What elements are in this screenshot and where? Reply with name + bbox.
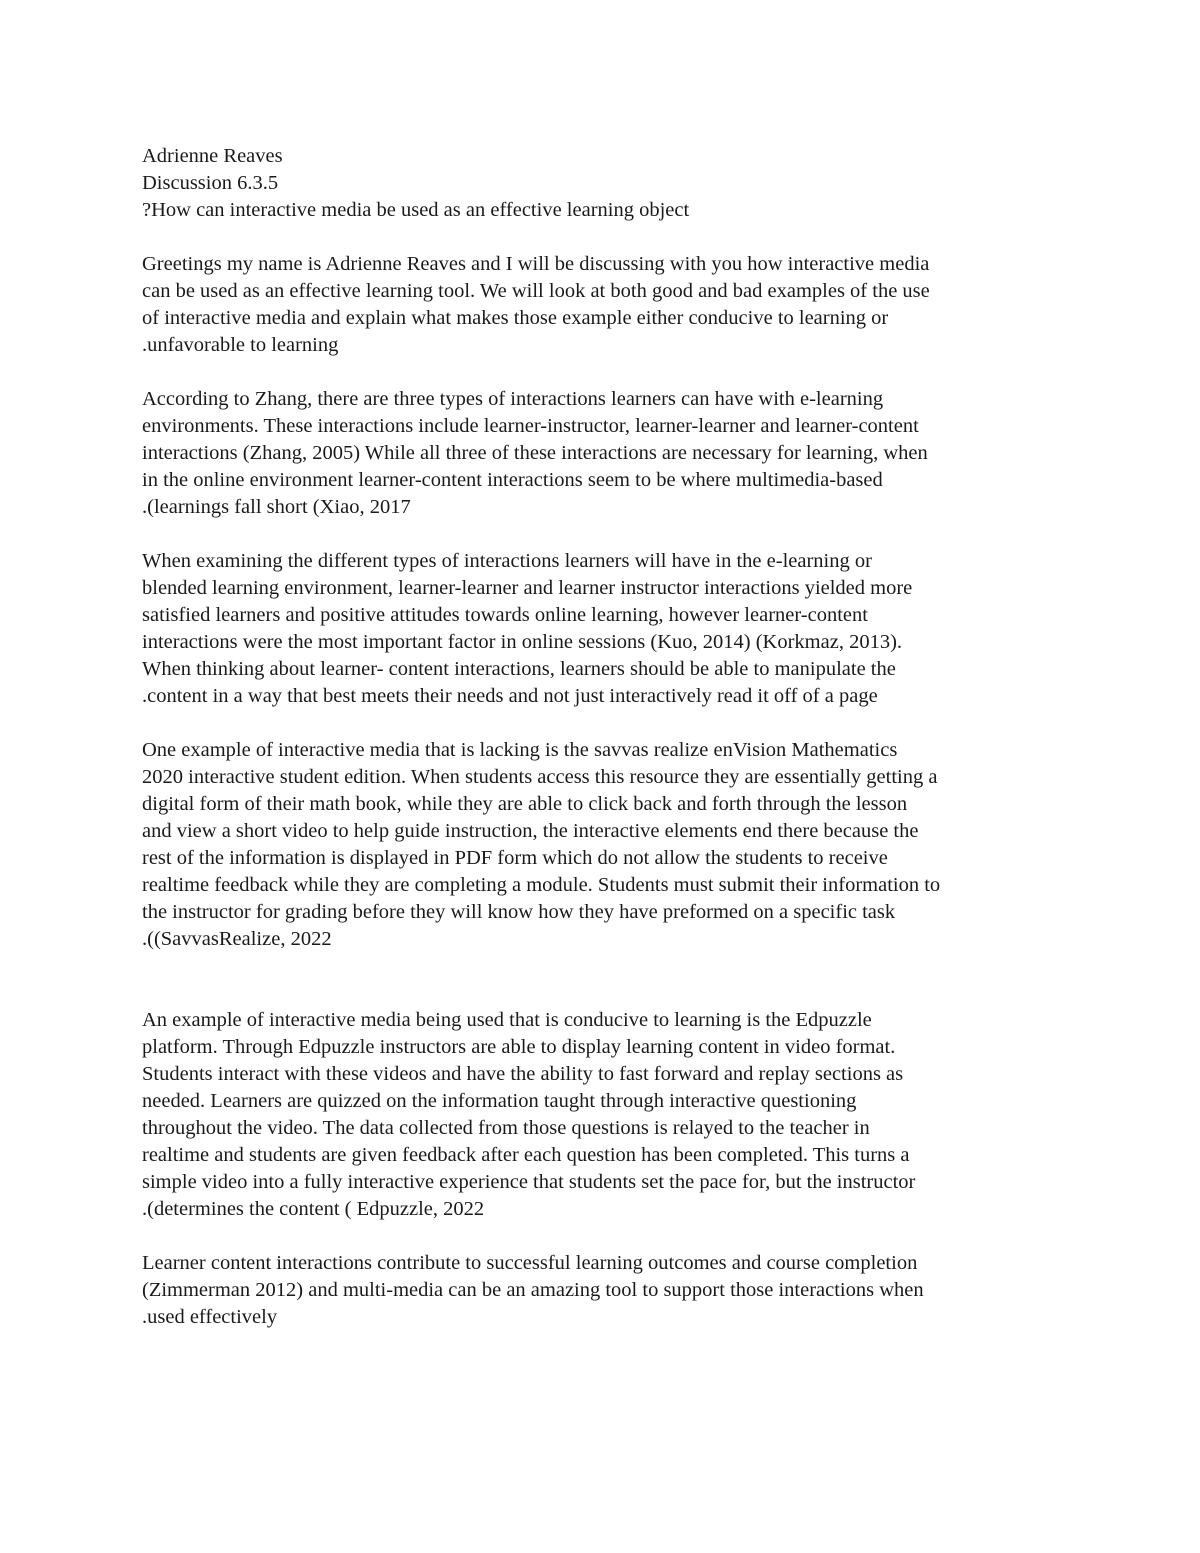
- paragraph-line: simple video into a fully interactive experience that students set the pace for, but the instructor: [142, 1171, 916, 1193]
- paragraph-savvas-example: [142, 737, 1072, 953]
- paragraph-line: (Zimmerman 2012) and multi-media can be an amazing tool to support those interactions when: [142, 1279, 924, 1301]
- paragraph-line: environments. These interactions include learner-instructor, learner-learner and learner-content: [142, 415, 919, 437]
- paragraph-line: Students interact with these videos and have the ability to fast forward and replay sections as: [142, 1063, 904, 1085]
- paragraph-line: blended learning environment, learner-learner and learner instructor interactions yielded more: [142, 577, 913, 599]
- spacer: [142, 224, 1072, 251]
- spacer: [142, 1223, 1072, 1250]
- assignment-title: Discussion 6.3.5: [142, 172, 279, 194]
- paragraph-line: Learner content interactions contribute to successful learning outcomes and course completion: [142, 1252, 918, 1274]
- paragraph-line: and view a short video to help guide instruction, the interactive elements end there because the: [142, 820, 919, 842]
- paragraph-line: An example of interactive media being used that is conducive to learning is the Edpuzzle: [142, 1009, 872, 1031]
- paragraph-line: .used effectively: [142, 1306, 278, 1328]
- discussion-question: ?How can interactive media be used as an effective learning object: [142, 199, 690, 221]
- paragraph-conclusion: [142, 1250, 1072, 1331]
- paragraph-line: When examining the different types of interactions learners will have in the e-learning or: [142, 550, 872, 572]
- paragraph-line: platform. Through Edpuzzle instructors are able to display learning content in video format.: [142, 1036, 896, 1058]
- paragraph-line: in the online environment learner-content interactions seem to be where multimedia-based: [142, 469, 883, 491]
- paragraph-line: Greetings my name is Adrienne Reaves and I will be discussing with you how interactive media: [142, 253, 930, 275]
- paragraph-line: can be used as an effective learning tool. We will look at both good and bad examples of the use: [142, 280, 930, 302]
- paragraph-line: 2020 interactive student edition. When students access this resource they are essentially getting a: [142, 766, 938, 788]
- paragraph-edpuzzle-example: [142, 1007, 1072, 1223]
- paragraph-line: digital form of their math book, while they are able to click back and forth through the lesson: [142, 793, 908, 815]
- paragraph-line: the instructor for grading before they will know how they have preformed on a specific task: [142, 901, 896, 923]
- author-name: Adrienne Reaves: [142, 145, 283, 167]
- paragraph-line: According to Zhang, there are three types of interactions learners can have with e-learning: [142, 388, 884, 410]
- paragraph-line: .unfavorable to learning: [142, 334, 339, 356]
- paragraph-line: realtime feedback while they are completing a module. Students must submit their information to: [142, 874, 941, 896]
- paragraph-line: interactions (Zhang, 2005) While all three of these interactions are necessary for learning, when: [142, 442, 928, 464]
- paragraph-interaction-types: [142, 548, 1072, 710]
- paragraph-line: .((SavvasRealize, 2022: [142, 928, 332, 950]
- paragraph-line: .content in a way that best meets their needs and not just interactively read it off of a page: [142, 685, 878, 707]
- paragraph-line: realtime and students are given feedback after each question has been completed. This turns a: [142, 1144, 910, 1166]
- spacer: [142, 521, 1072, 548]
- paragraph-line: .(determines the content ( Edpuzzle, 2022: [142, 1198, 485, 1220]
- paragraph-line: interactions were the most important factor in online sessions (Kuo, 2014) (Korkmaz, 2013).: [142, 631, 903, 653]
- paragraph-line: throughout the video. The data collected from those questions is relayed to the teacher in: [142, 1117, 870, 1139]
- paragraph-line: When thinking about learner- content interactions, learners should be able to manipulate the: [142, 658, 896, 680]
- spacer: [142, 953, 1072, 1007]
- spacer: [142, 359, 1072, 386]
- paragraph-line: .(learnings fall short (Xiao, 2017: [142, 496, 411, 518]
- document-body: [142, 143, 1072, 1331]
- paragraph-zhang: [142, 386, 1072, 521]
- paragraph-line: rest of the information is displayed in PDF form which do not allow the students to receive: [142, 847, 888, 869]
- paragraph-line: One example of interactive media that is lacking is the savvas realize enVision Mathematics: [142, 739, 898, 761]
- paragraph-line: needed. Learners are quizzed on the information taught through interactive questioning: [142, 1090, 857, 1112]
- paragraph-line: of interactive media and explain what makes those example either conducive to learning or: [142, 307, 889, 329]
- paragraph-introduction: [142, 251, 1072, 359]
- spacer: [142, 710, 1072, 737]
- paragraph-line: satisfied learners and positive attitudes towards online learning, however learner-content: [142, 604, 868, 626]
